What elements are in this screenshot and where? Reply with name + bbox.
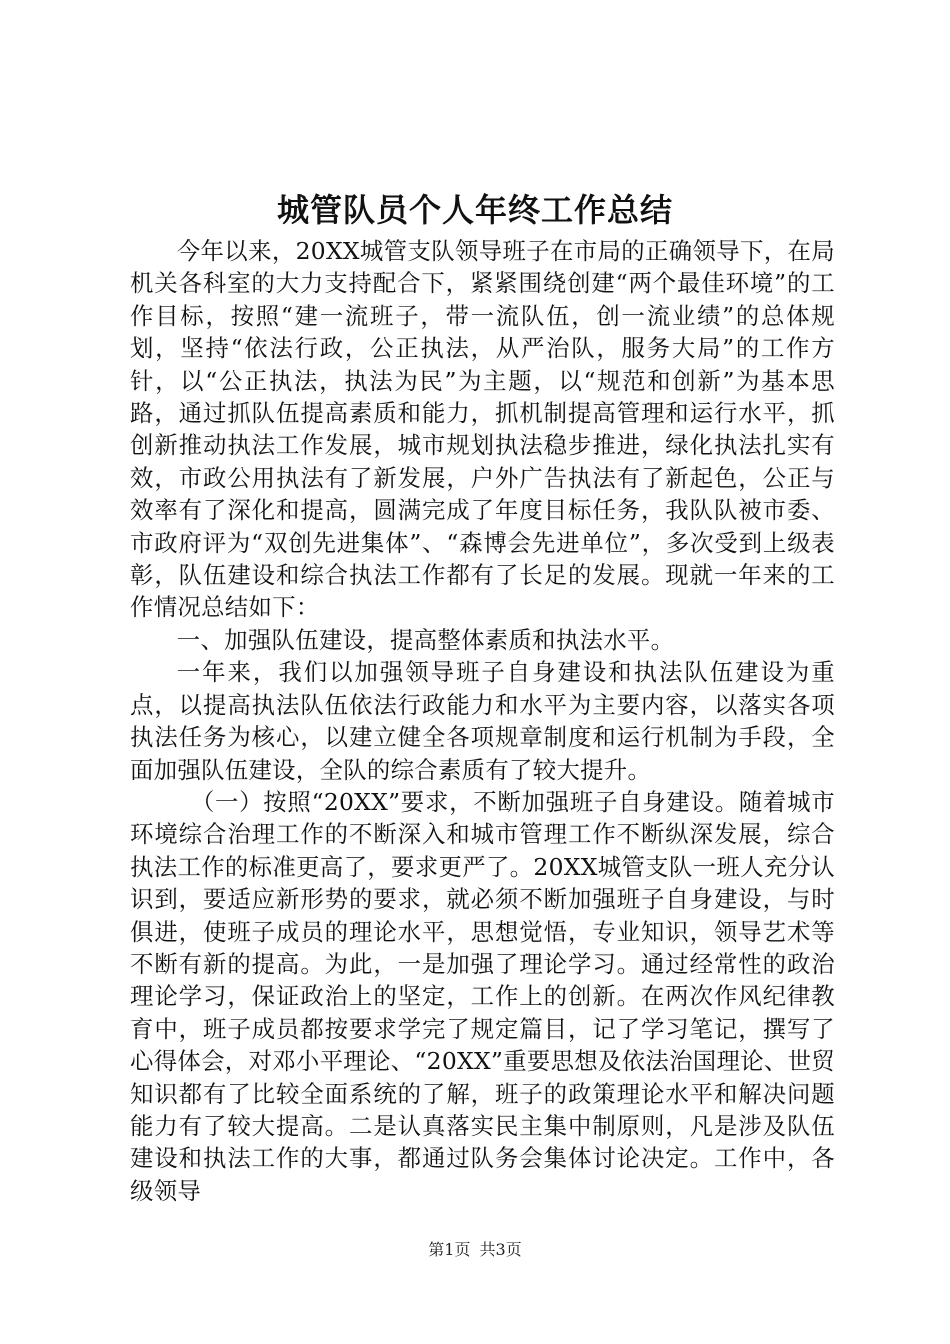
page-footer	[0, 1238, 950, 1262]
paragraph-intro: 今年以来，20XX城管支队领导班子在市局的正确领导下，在局机关各科室的大力支持配合下，紧紧围绕创建“两个最佳环境”的工作目标，按照“建一流班子，带一流队伍，创一流业绩”的总体规划，坚持“依法行政，公正执法，从严治队，服务大局”的工作方针，以“公正执法，执法为民”为主题，以“规范和创新”为基本思路，通过抓队伍提高素质和能力，抓机制提高管理和运行水平，抓创新推动执法工作发展，城市规划执法稳步推进，绿化执法扎实有效，市政公用执法有了新发展，户外广告执法有了新起色，公正与效率有了深化和提高，圆满完成了年度目标任务，我队队被市委、市政府评为“双创先进集体”、“森博会先进单位”，多次受到上级表彰，队伍建设和综合执法工作都有了长足的发展。现就一年来的工作情况总结如下：	[130, 237, 835, 622]
section-heading-1: 一、加强队伍建设，提高整体素质和执法水平。	[176, 625, 675, 654]
document-title: 城管队员个人年终工作总结	[276, 191, 673, 229]
document-body	[130, 235, 835, 1207]
page-number: 第1页	[428, 1240, 471, 1259]
paragraph-subsection-1: （一）按照“20XX”要求，不断加强班子自身建设。随着城市环境综合治理工作的不断深入和城市管理工作不断纵深发展，综合执法工作的标准更高了，要求更严了。20XX城管支队一班人充分认识到，要适应新形势的要求，就必须不断加强班子自身建设，与时俱进，使班子成员的理论水平，思想觉悟，专业知识，领导艺术等不断有新的提高。为此，一是加强了理论学习。通过经常性的政治理论学习，保证政治上的坚定，工作上的创新。在两次作风纪律教育中，班子成员都按要求学完了规定篇目，记了学习笔记，撰写了心得体会，对邓小平理论、“20XX”重要思想及依法治国理论、世贸知识都有了比较全面系统的了解，班子的政策理论水平和解决问题能力有了较大提高。二是认真落实民主集中制原则，凡是涉及队伍建设和执法工作的大事，都通过队务会集体讨论决定。工作中，各级领导	[130, 787, 835, 1205]
paragraph-section-1: 一年来，我们以加强领导班子自身建设和执法队伍建设为重点，以提高执法队伍依法行政能力和水平为主要内容，以落实各项执法任务为核心，以建立健全各项规章制度和运行机制为手段，全面加强队伍建设，全队的综合素质有了较大提升。	[130, 658, 835, 784]
page-total: 共3页	[479, 1240, 522, 1259]
